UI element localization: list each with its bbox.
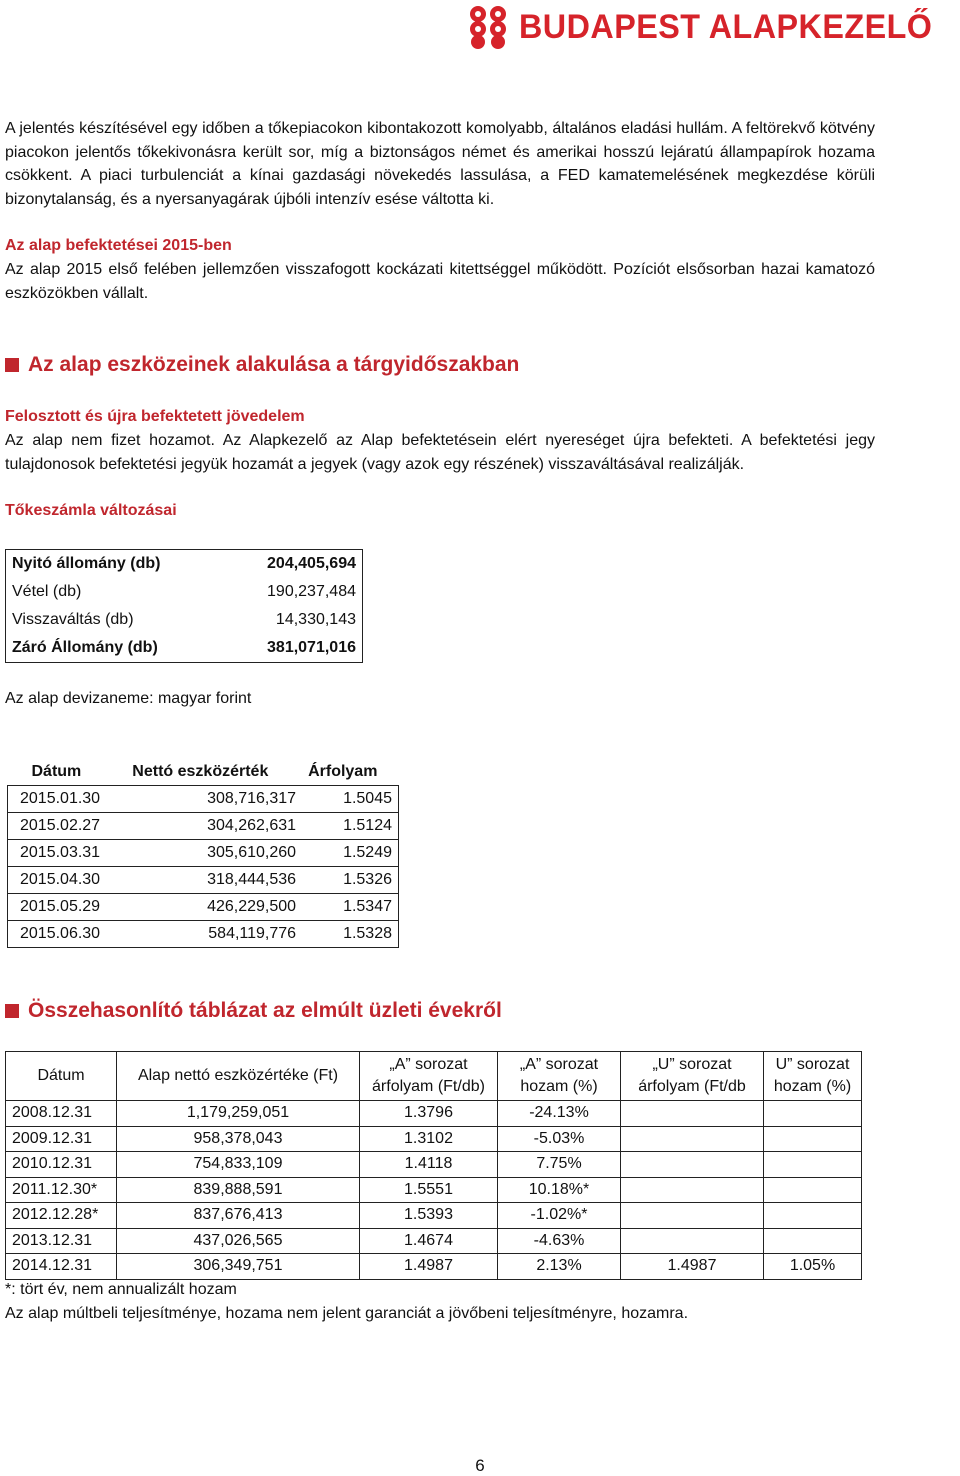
column-header: Alap nettó eszközértéke (Ft) xyxy=(117,1052,360,1101)
table-cell: 1.5393 xyxy=(360,1203,498,1229)
section-title: Összehasonlító táblázat az elmúlt üzleti évekről xyxy=(28,999,502,1022)
table-row xyxy=(6,1101,862,1127)
brand-logo xyxy=(465,4,954,50)
table-cell xyxy=(764,1177,862,1203)
income-text: Az alap nem fizet hozamot. Az Alapkezelő az Alap befektetésein elért nyereséget újra befekteti. A befektetési jegy tulajdonosok befektetési jegyük hozamát a jegyek (vagy azok egy részének) visszaváltásával realizálják. xyxy=(5,432,875,473)
section-heading-assets xyxy=(5,353,519,377)
section-heading-comparison xyxy=(5,999,502,1023)
table-row xyxy=(6,1203,862,1229)
capital-table xyxy=(5,549,363,663)
table-cell xyxy=(621,1228,764,1254)
table-cell: 437,026,565 xyxy=(117,1228,360,1254)
capital-label: Nyitó állomány (db) xyxy=(12,555,161,572)
column-header: Árfolyam xyxy=(308,763,378,780)
nav-table xyxy=(7,759,399,948)
table-cell xyxy=(621,1177,764,1203)
table-row xyxy=(6,1152,862,1178)
table-cell: -4.63% xyxy=(498,1228,621,1254)
footnote: *: tört év, nem annualizált hozam xyxy=(5,1281,237,1298)
table-row xyxy=(6,1228,862,1254)
nav-date: 2015.01.30 xyxy=(8,786,125,813)
nav-date: 2015.05.29 xyxy=(8,894,125,921)
table-cell: 1.4987 xyxy=(360,1254,498,1280)
table-row xyxy=(8,921,399,948)
nav-value: 584,119,776 xyxy=(124,921,302,948)
column-header: Dátum xyxy=(31,763,82,780)
capital-heading: Tőkeszámla változásai xyxy=(5,502,177,519)
table-cell: -24.13% xyxy=(498,1101,621,1127)
table-cell: 2014.12.31 xyxy=(6,1254,117,1280)
column-header: „U” sorozat árfolyam (Ft/db xyxy=(621,1052,764,1101)
table-cell: 837,676,413 xyxy=(117,1203,360,1229)
table-cell: 1.4674 xyxy=(360,1228,498,1254)
section-title: Az alap eszközeinek alakulása a tárgyidőszakban xyxy=(28,353,520,376)
table-row xyxy=(6,1177,862,1203)
column-header: U” sorozat hozam (%) xyxy=(764,1052,862,1101)
table-row xyxy=(6,578,363,606)
table-cell xyxy=(764,1126,862,1152)
table-cell: 1.4118 xyxy=(360,1152,498,1178)
table-cell: 2013.12.31 xyxy=(6,1228,117,1254)
table-cell xyxy=(764,1228,862,1254)
income-heading: Felosztott és újra befektetett jövedelem xyxy=(5,408,305,425)
nav-value: 304,262,631 xyxy=(124,813,302,840)
table-row xyxy=(6,1254,862,1280)
table-cell xyxy=(764,1152,862,1178)
table-row xyxy=(8,786,399,813)
page-number: 6 xyxy=(475,1456,485,1475)
table-cell: 1.05% xyxy=(764,1254,862,1280)
capital-label: Záró Állomány (db) xyxy=(12,639,158,656)
table-cell: 1.4987 xyxy=(621,1254,764,1280)
nav-value: 318,444,536 xyxy=(124,867,302,894)
nav-value: 305,610,260 xyxy=(124,840,302,867)
nav-date: 2015.03.31 xyxy=(8,840,125,867)
intro-paragraph: A jelentés készítésével egy időben a tőkepiacokon kibontakozott komolyabb, általános eladási hullám. A feltörekvő kötvény piacokon jelentős tőkekivonásra került sor, míg a biztonságos német és amerikai hosszú lejáratú állampapírok hozama csökkent. A piaci turbulenciát a kínai gazdasági növekedés lassulása, a FED kamatemelésének megkezdése körüli bizonytalanság, és a nyersanyagárak újbóli intenzív esése váltotta ki. xyxy=(5,120,875,208)
capital-label: Vétel (db) xyxy=(12,583,82,600)
table-header-row xyxy=(8,759,399,786)
table-cell: -5.03% xyxy=(498,1126,621,1152)
table-cell: 1.3796 xyxy=(360,1101,498,1127)
table-row xyxy=(8,813,399,840)
column-header: „A” sorozat árfolyam (Ft/db) xyxy=(360,1052,498,1101)
table-cell xyxy=(764,1101,862,1127)
capital-value: 204,405,694 xyxy=(267,555,356,572)
column-header: „A” sorozat hozam (%) xyxy=(498,1052,621,1101)
investments-text: Az alap 2015 első felében jellemzően visszafogott kockázati kitettséggel működött. Pozíciót elsősorban hazai kamatozó eszközökben vállalt. xyxy=(5,261,875,302)
table-row xyxy=(8,840,399,867)
nav-date: 2015.02.27 xyxy=(8,813,125,840)
table-row xyxy=(6,606,363,634)
table-cell: 1.3102 xyxy=(360,1126,498,1152)
table-cell: 7.75% xyxy=(498,1152,621,1178)
currency-note: Az alap devizaneme: magyar forint xyxy=(5,690,252,707)
nav-date: 2015.04.30 xyxy=(8,867,125,894)
nav-price: 1.5124 xyxy=(302,813,398,840)
table-row xyxy=(8,894,399,921)
capital-label: Visszaváltás (db) xyxy=(12,611,134,628)
table-cell xyxy=(621,1152,764,1178)
table-row xyxy=(6,550,363,579)
bullet-square-icon xyxy=(5,1004,19,1018)
investments-heading: Az alap befektetései 2015-ben xyxy=(5,237,232,254)
table-cell: 2008.12.31 xyxy=(6,1101,117,1127)
comparison-table xyxy=(5,1051,862,1280)
table-cell xyxy=(764,1203,862,1229)
column-header: Nettó eszközérték xyxy=(132,763,269,780)
logo-text: BUDAPEST ALAPKEZELŐ xyxy=(518,7,933,46)
table-header-row xyxy=(6,1052,862,1101)
column-header: Dátum xyxy=(6,1052,117,1101)
nav-price: 1.5326 xyxy=(302,867,398,894)
nav-value: 308,716,317 xyxy=(124,786,302,813)
logo-mark-icon xyxy=(465,4,511,50)
table-cell: 1.5551 xyxy=(360,1177,498,1203)
nav-price: 1.5249 xyxy=(302,840,398,867)
capital-value: 381,071,016 xyxy=(267,639,356,656)
table-cell: 754,833,109 xyxy=(117,1152,360,1178)
table-row xyxy=(6,634,363,663)
table-cell: 10.18%* xyxy=(498,1177,621,1203)
table-cell: 2009.12.31 xyxy=(6,1126,117,1152)
table-cell xyxy=(621,1101,764,1127)
nav-price: 1.5045 xyxy=(302,786,398,813)
nav-price: 1.5347 xyxy=(302,894,398,921)
table-cell: 839,888,591 xyxy=(117,1177,360,1203)
bullet-square-icon xyxy=(5,358,19,372)
table-cell xyxy=(621,1126,764,1152)
disclaimer: Az alap múltbeli teljesítménye, hozama nem jelent garanciát a jövőbeni teljesítményre, hozamra. xyxy=(5,1305,689,1322)
table-cell: 1,179,259,051 xyxy=(117,1101,360,1127)
table-cell xyxy=(621,1203,764,1229)
table-cell: -1.02%* xyxy=(498,1203,621,1229)
capital-value: 190,237,484 xyxy=(267,583,356,600)
nav-date: 2015.06.30 xyxy=(8,921,125,948)
table-row xyxy=(8,867,399,894)
nav-price: 1.5328 xyxy=(302,921,398,948)
table-cell: 2012.12.28* xyxy=(6,1203,117,1229)
table-cell: 2010.12.31 xyxy=(6,1152,117,1178)
capital-value: 14,330,143 xyxy=(275,611,356,628)
nav-value: 426,229,500 xyxy=(124,894,302,921)
table-cell: 958,378,043 xyxy=(117,1126,360,1152)
table-cell: 2.13% xyxy=(498,1254,621,1280)
table-row xyxy=(6,1126,862,1152)
table-cell: 306,349,751 xyxy=(117,1254,360,1280)
table-cell: 2011.12.30* xyxy=(6,1177,117,1203)
